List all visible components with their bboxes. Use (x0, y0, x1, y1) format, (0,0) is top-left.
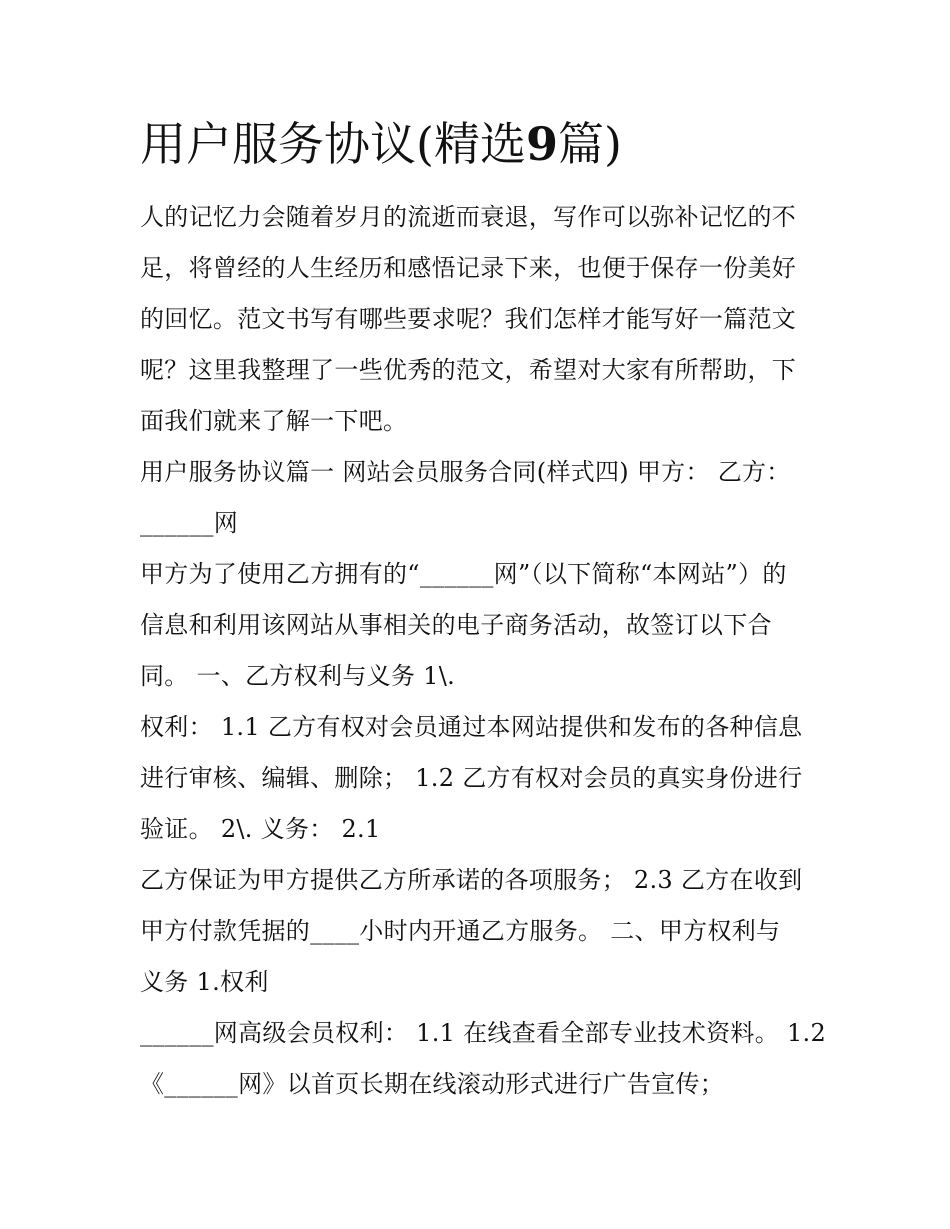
document-title (140, 112, 820, 176)
title-suffix: 篇) (557, 117, 622, 171)
text-line: 信息和利用该网站从事相关的电子商务活动，故签订以下合 (140, 611, 772, 639)
text-line: 的回忆。范文书写有哪些要求呢？我们怎样才能写好一篇范文 (140, 305, 797, 333)
text-line: 乙方保证为甲方提供乙方所承诺的各项服务； 2.3 乙方在收到 (140, 866, 803, 894)
text-line: ______网高级会员权利： 1.1 在线查看全部专业技术资料。 1.2 (140, 1019, 827, 1047)
text-line: 同。 一、乙方权利与义务 1\. (140, 662, 456, 690)
text-line: 甲方为了使用乙方拥有的“______网”（以下简称“本网站”）的 (140, 560, 787, 588)
section-heading-line: 用户服务协议篇一 网站会员服务合同(样式四) 甲方： 乙方： (140, 458, 791, 486)
text-line: ______网 (140, 509, 239, 537)
text-line: 人的记忆力会随着岁月的流逝而衰退，写作可以弥补记忆的不 (140, 203, 797, 231)
text-line: 进行审核、编辑、删除； 1.2 乙方有权对会员的真实身份进行 (140, 764, 803, 792)
text-line: 义务 1.权利 (140, 968, 269, 996)
text-line: 权利： 1.1 乙方有权对会员通过本网站提供和发布的各种信息 (140, 713, 803, 741)
text-line: 面我们就来了解一下吧。 (140, 407, 408, 435)
text-line: 甲方付款凭据的____小时内开通乙方服务。 二、甲方权利与 (140, 917, 781, 945)
title-number: 9 (525, 117, 558, 171)
text-line: 呢？这里我整理了一些优秀的范文，希望对大家有所帮助，下 (140, 356, 797, 384)
text-line: 足，将曾经的人生经历和感悟记录下来，也便于保存一份美好 (140, 254, 797, 282)
text-line: 《______网》以首页长期在线滚动形式进行广告宣传； (140, 1070, 725, 1098)
text-line: 验证。 2\. 义务： 2.1 (140, 815, 381, 843)
title-prefix: 用户服务协议(精选 (140, 117, 526, 171)
